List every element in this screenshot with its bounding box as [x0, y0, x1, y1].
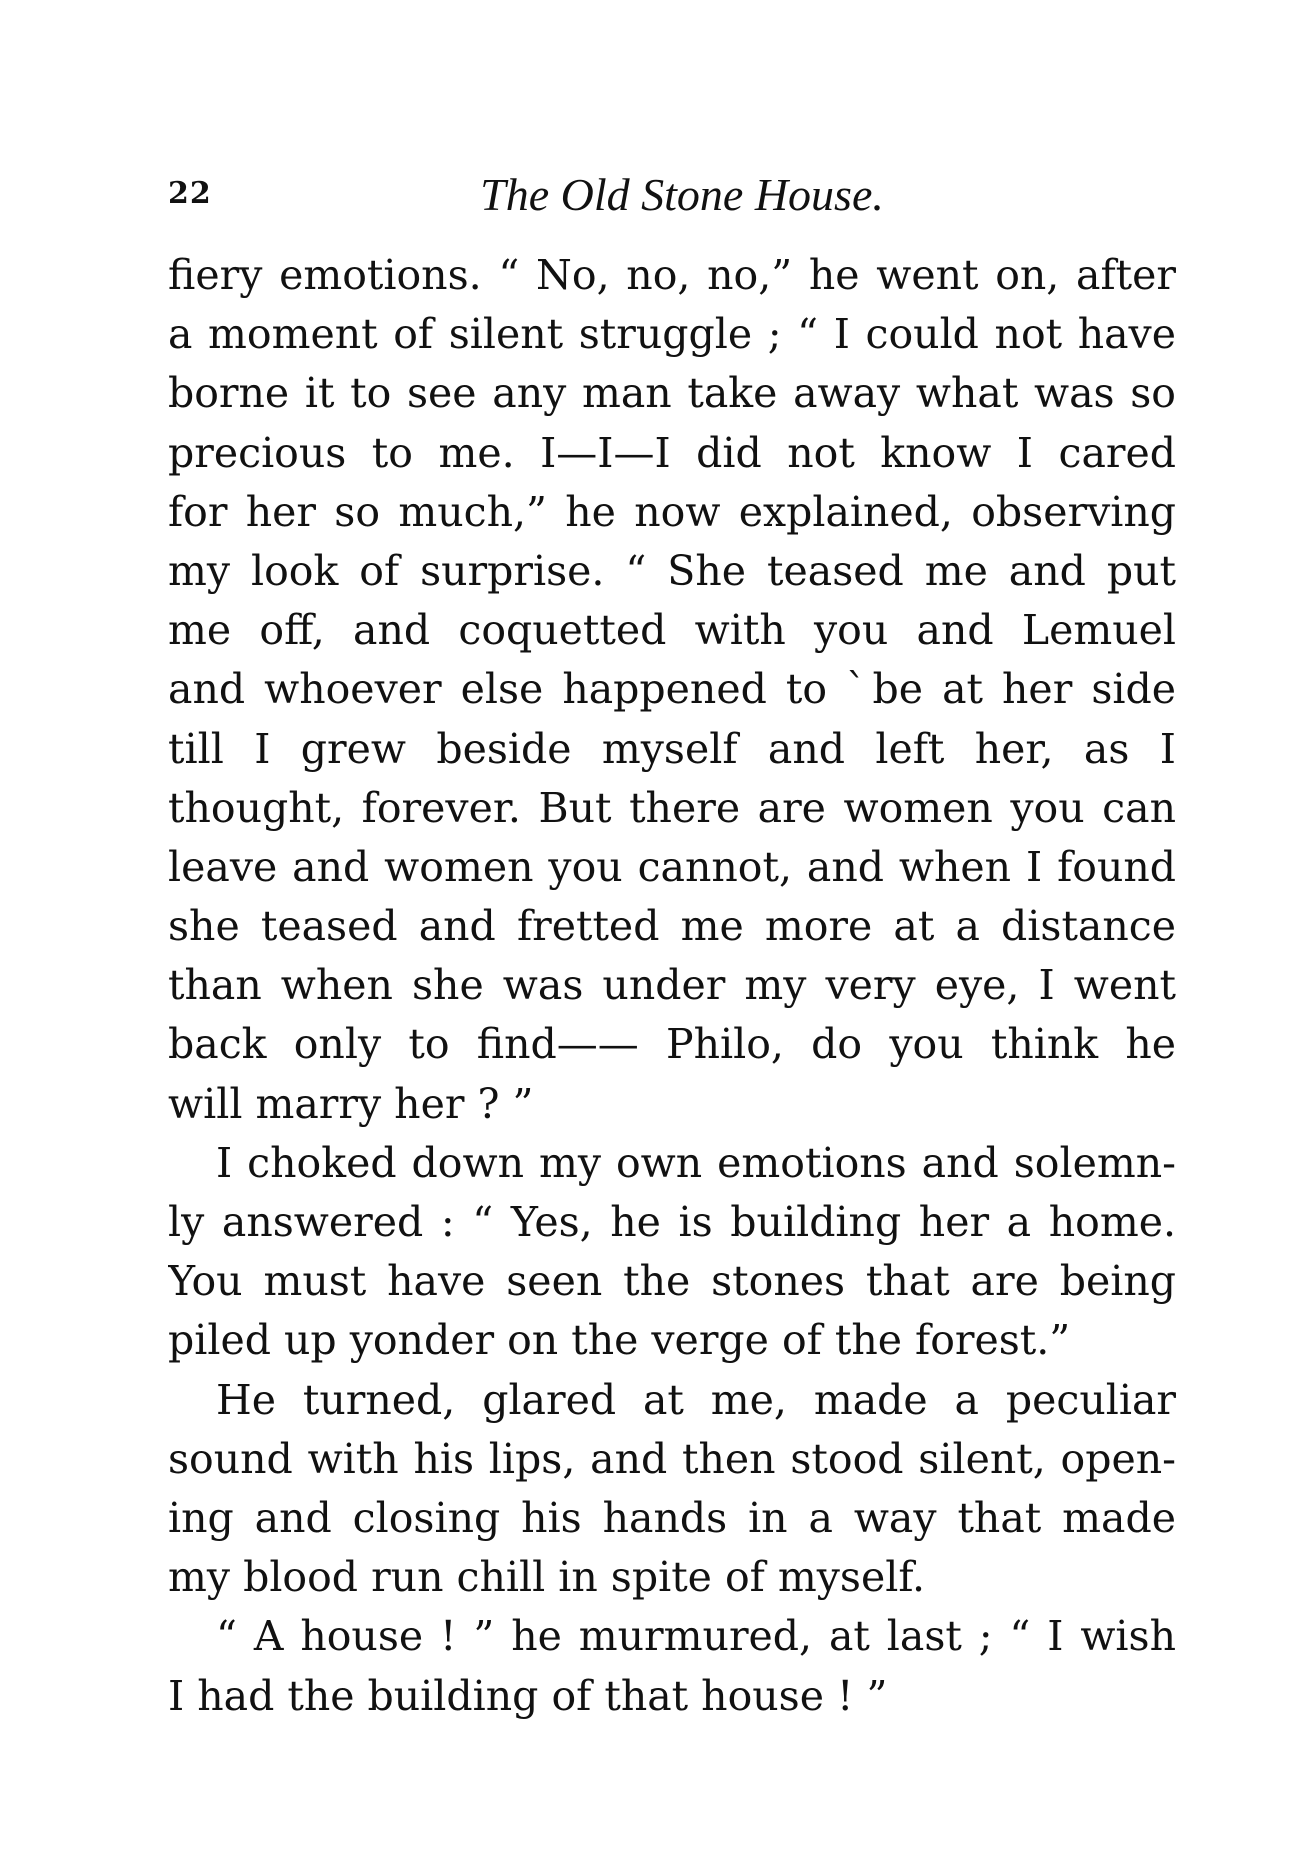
text-line: fiery emotions. “ No, no, no,” he went on, after	[168, 251, 1176, 299]
text-line: will marry her ? ”	[168, 1079, 534, 1128]
text-line: thought, forever. But there are women you can	[168, 783, 1176, 832]
text-line: He turned, glared at me, made a peculiar	[216, 1375, 1176, 1424]
text-line: borne it to see any man take away what was so	[168, 369, 1176, 418]
text-line: I choked down my own emotions and solemn-	[216, 1138, 1176, 1187]
text-line: I had the building of that house ! ”	[168, 1671, 888, 1720]
book-title: The Old Stone House.	[480, 169, 884, 220]
text-line: than when she was under my very eye, I went	[168, 961, 1176, 1010]
page-number: 22	[168, 176, 212, 211]
text-line: sound with his lips, and then stood silent, open-	[168, 1434, 1176, 1483]
text-line: “ A house ! ” he murmured, at last ; “ I wish	[216, 1612, 1176, 1661]
text-line: precious to me. I—I—I did not know I cared	[168, 428, 1176, 477]
text-line: leave and women you cannot, and when I found	[168, 842, 1176, 891]
text-line: my blood run chill in spite of myself.	[168, 1553, 926, 1602]
text-line: me off, and coquetted with you and Lemuel	[168, 606, 1176, 655]
text-line: You must have seen the stones that are being	[168, 1257, 1176, 1306]
body-text	[168, 246, 1176, 1726]
text-line: she teased and fretted me more at a distance	[168, 902, 1176, 951]
text-line: and whoever else happened to ˋbe at her side	[168, 665, 1176, 714]
running-head	[168, 168, 1176, 238]
text-line: ly answered : “ Yes, he is building her a home.	[168, 1198, 1176, 1246]
text-line: piled up yonder on the verge of the forest.”	[168, 1316, 1071, 1365]
text-line: my look of surprise. “ She teased me and put	[168, 546, 1176, 595]
text-line: a moment of silent struggle ; “ I could not have	[168, 310, 1176, 359]
text-line: for her so much,” he now explained, observing	[168, 487, 1176, 536]
text-line: back only to find—— Philo, do you think he	[168, 1020, 1176, 1069]
text-line: till I grew beside myself and left her, as I	[168, 724, 1176, 773]
text-line: ing and closing his hands in a way that made	[168, 1493, 1176, 1542]
